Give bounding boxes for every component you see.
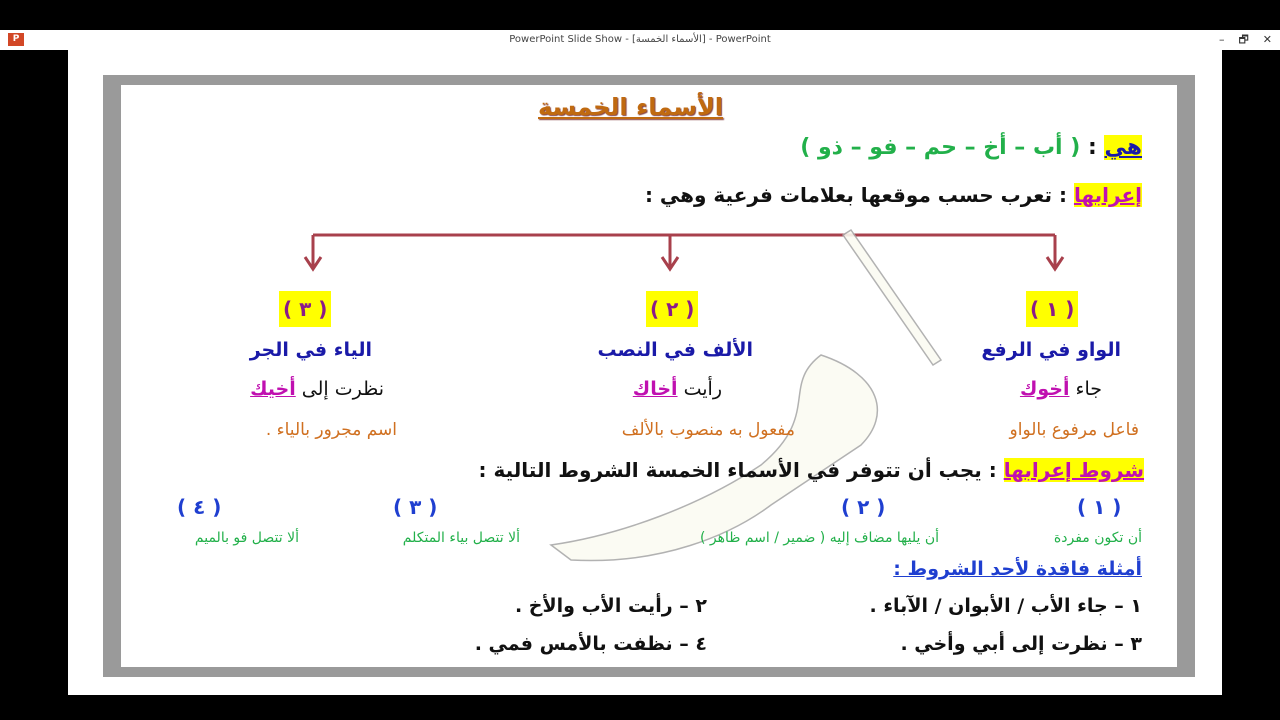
- irab-text: : تعرب حسب موقعها بعلامات فرعية وهي :: [644, 183, 1067, 207]
- minimize-button[interactable]: –: [1218, 33, 1225, 46]
- examples-heading: أمثلة فاقدة لأحد الشروط :: [893, 558, 1142, 580]
- case-3-number: ( ٣ ): [279, 291, 331, 327]
- definition-colon: :: [1088, 135, 1097, 160]
- example-word: أخوك: [1019, 378, 1070, 400]
- restore-button[interactable]: 🗗: [1238, 33, 1249, 46]
- case-1-number: ( ١ ): [1026, 291, 1078, 327]
- condition-3-text: ألا تتصل بياء المتكلم: [402, 530, 520, 546]
- example-2: ٢ – رأيت الأب والأخ .: [514, 595, 707, 617]
- arrow-1: [1047, 235, 1063, 269]
- case-3-heading: الياء في الجر: [249, 339, 372, 361]
- condition-1-text: أن تكون مفردة: [1053, 530, 1142, 546]
- case-2-example: [633, 378, 722, 400]
- case-1-note: فاعل مرفوع بالواو: [1009, 420, 1139, 440]
- case-2-note: مفعول به منصوب بالألف: [621, 420, 795, 440]
- example-word: أخاك: [632, 378, 678, 400]
- slide-title: الأسماء الخمسة: [538, 93, 724, 121]
- arrow-2: [662, 235, 678, 269]
- example-prefix: نظرت إلى: [301, 378, 384, 400]
- condition-3-number: ( ٣ ): [393, 495, 438, 519]
- slide: [121, 85, 1177, 667]
- case-2-number: ( ٢ ): [646, 291, 698, 327]
- powerpoint-icon: P: [8, 33, 24, 46]
- example-word: أخيك: [250, 378, 296, 400]
- conditions-text: : يجب أن تتوفر في الأسماء الخمسة الشروط التالية :: [478, 458, 997, 482]
- condition-1-number: ( ١ ): [1077, 495, 1122, 519]
- example-prefix: رأيت: [683, 378, 722, 400]
- irab-line: [645, 183, 1142, 207]
- example-4: ٤ – نظفت بالأمس فمي .: [474, 633, 707, 655]
- definition-line: [800, 135, 1142, 160]
- window-title: PowerPoint Slide Show - [الأسماء الخمسة] - PowerPoint: [509, 34, 771, 45]
- case-1-heading: الواو في الرفع: [981, 339, 1121, 361]
- arrow-3: [305, 235, 321, 269]
- close-button[interactable]: ✕: [1262, 33, 1272, 46]
- definition-label: هي: [1104, 135, 1142, 160]
- case-1-example: [1020, 378, 1102, 400]
- condition-2-text: أن يليها مضاف إليه ( ضمير / اسم ظاهر ): [699, 530, 939, 546]
- case-3-example: [250, 378, 384, 400]
- conditions-line: [479, 458, 1144, 482]
- window-title-bar: [0, 30, 1280, 50]
- example-1: ١ – جاء الأب / الأبوان / الآباء .: [869, 595, 1142, 617]
- case-2-heading: الألف في النصب: [597, 339, 753, 361]
- case-3-note: اسم مجرور بالياء .: [265, 420, 397, 440]
- example-3: ٣ – نظرت إلى أبي وأخي .: [900, 633, 1142, 655]
- condition-2-number: ( ٢ ): [841, 495, 886, 519]
- definition-names: ( أب – أخ – حم – فو – ذو ): [800, 135, 1081, 160]
- example-prefix: جاء: [1075, 378, 1102, 400]
- condition-4-text: ألا تتصل فو بالميم: [194, 530, 299, 546]
- irab-label: إعرابها: [1073, 183, 1142, 207]
- condition-4-number: ( ٤ ): [177, 495, 222, 519]
- conditions-label: شروط إعرابها: [1003, 458, 1144, 482]
